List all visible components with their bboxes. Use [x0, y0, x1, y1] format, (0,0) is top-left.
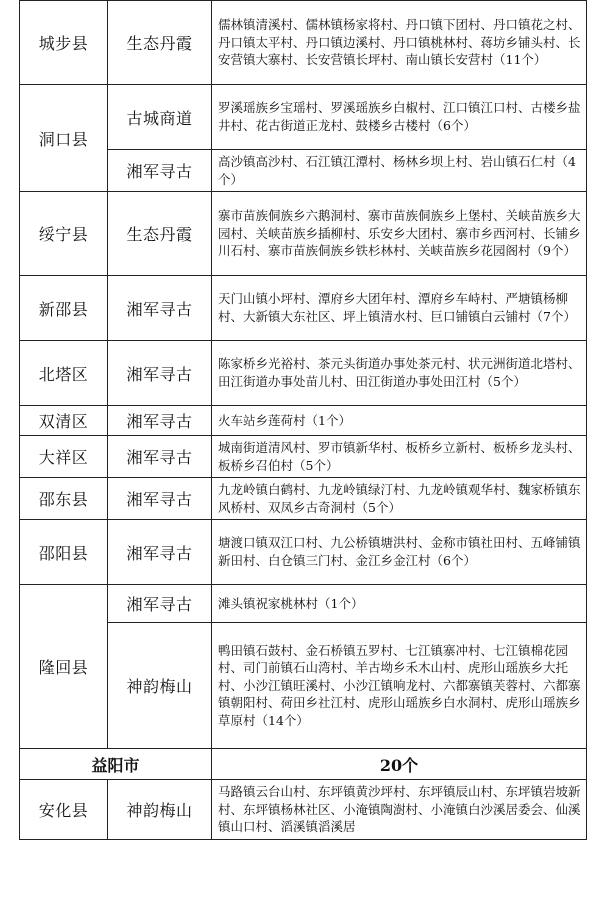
table-row — [20, 478, 587, 520]
villages-cell: 天门山镇小坪村、潭府乡大团年村、潭府乡车峙村、严塘镇杨柳村、大新镇大东社区、坪上镇清水村、巨口铺镇白云铺村（7个） — [212, 276, 587, 341]
county-cell: 城步县 — [20, 1, 108, 85]
table-row — [20, 276, 587, 341]
county-cell: 安化县 — [20, 780, 108, 840]
table-row — [20, 1, 587, 85]
villages-cell: 九龙岭镇白鹤村、九龙岭镇绿汀村、九龙岭镇观华村、魏家桥镇东风桥村、双凤乡古奇洞村（5个） — [212, 478, 587, 520]
county-cell: 大祥区 — [20, 436, 108, 478]
village-table — [19, 0, 587, 840]
villages-cell: 城南街道清风村、罗市镇新华村、板桥乡立新村、板桥乡龙头村、板桥乡召伯村（5个） — [212, 436, 587, 478]
table-row — [20, 780, 587, 840]
county-cell: 隆回县 — [20, 585, 108, 749]
theme-cell: 湘军寻古 — [108, 478, 212, 520]
county-cell: 新邵县 — [20, 276, 108, 341]
villages-cell: 儒林镇清溪村、儒林镇杨家将村、丹口镇下团村、丹口镇花之村、丹口镇太平村、丹口镇边溪村、丹口镇桃林村、蒋坊乡铺头村、长安营镇大寨村、长安营镇长坪村、南山镇长安营村（11个） — [212, 1, 587, 85]
theme-cell: 古城商道 — [108, 85, 212, 150]
villages-cell: 陈家桥乡光裕村、茶元头街道办事处茶元村、状元洲街道北塔村、田江街道办事处苗儿村、田江街道办事处田江村（5个） — [212, 341, 587, 406]
table-row — [20, 585, 587, 623]
theme-cell: 湘军寻古 — [108, 150, 212, 192]
county-cell: 双清区 — [20, 406, 108, 436]
theme-cell: 生态丹霞 — [108, 1, 212, 85]
county-cell: 绥宁县 — [20, 192, 108, 276]
table-row — [20, 520, 587, 585]
county-cell: 北塔区 — [20, 341, 108, 406]
theme-cell: 湘军寻古 — [108, 276, 212, 341]
table-row — [20, 406, 587, 436]
villages-cell: 罗溪瑶族乡宝瑶村、罗溪瑶族乡白椒村、江口镇江口村、古楼乡盐井村、花古街道正龙村、鼓楼乡古楼村（6个） — [212, 85, 587, 150]
theme-cell: 神韵梅山 — [108, 623, 212, 749]
table-row — [20, 436, 587, 478]
city-name: 益阳市 — [20, 749, 212, 780]
theme-cell: 湘军寻古 — [108, 406, 212, 436]
villages-cell: 寨市苗族侗族乡六鹅洞村、寨市苗族侗族乡上堡村、关峡苗族乡大园村、关峡苗族乡插柳村、乐安乡大团村、寨市乡西河村、长铺乡川石村、寨市苗族侗族乡铁杉林村、关峡苗族乡花园阁村（9个） — [212, 192, 587, 276]
villages-cell: 塘渡口镇双江口村、九公桥镇塘洪村、金称市镇社田村、五峰铺镇新田村、白仓镇三门村、金江乡金江村（6个） — [212, 520, 587, 585]
villages-cell: 高沙镇高沙村、石江镇江潭村、杨林乡坝上村、岩山镇石仁村（4个） — [212, 150, 587, 192]
villages-cell: 鸭田镇石鼓村、金石桥镇五罗村、七江镇寨冲村、七江镇棉花园村、司门前镇石山湾村、羊古坳乡禾木山村、虎形山瑶族乡大托村、小沙江镇旺溪村、小沙江镇响龙村、六都寨镇芙蓉村、六都寨镇朝阳村、荷田乡社江村、虎形山瑶族乡白水洞村、虎形山瑶族乡草原村（14个） — [212, 623, 587, 749]
villages-cell: 马路镇云台山村、东坪镇黄沙坪村、东坪镇辰山村、东坪镇岩坡新村、东坪镇杨林社区、小淹镇陶澍村、小淹镇白沙溪居委会、仙溪镇山口村、滔溪镇滔溪居 — [212, 780, 587, 840]
city-header-row — [20, 749, 587, 780]
table-row — [20, 192, 587, 276]
theme-cell: 生态丹霞 — [108, 192, 212, 276]
theme-cell: 湘军寻古 — [108, 520, 212, 585]
city-count: 20个 — [212, 749, 587, 780]
theme-cell: 神韵梅山 — [108, 780, 212, 840]
table-row — [20, 85, 587, 150]
villages-cell: 滩头镇祝家桃林村（1个） — [212, 585, 587, 623]
villages-cell: 火车站乡莲荷村（1个） — [212, 406, 587, 436]
theme-cell: 湘军寻古 — [108, 341, 212, 406]
theme-cell: 湘军寻古 — [108, 585, 212, 623]
county-cell: 邵阳县 — [20, 520, 108, 585]
county-cell: 邵东县 — [20, 478, 108, 520]
table-row — [20, 341, 587, 406]
theme-cell: 湘军寻古 — [108, 436, 212, 478]
county-cell: 洞口县 — [20, 85, 108, 192]
